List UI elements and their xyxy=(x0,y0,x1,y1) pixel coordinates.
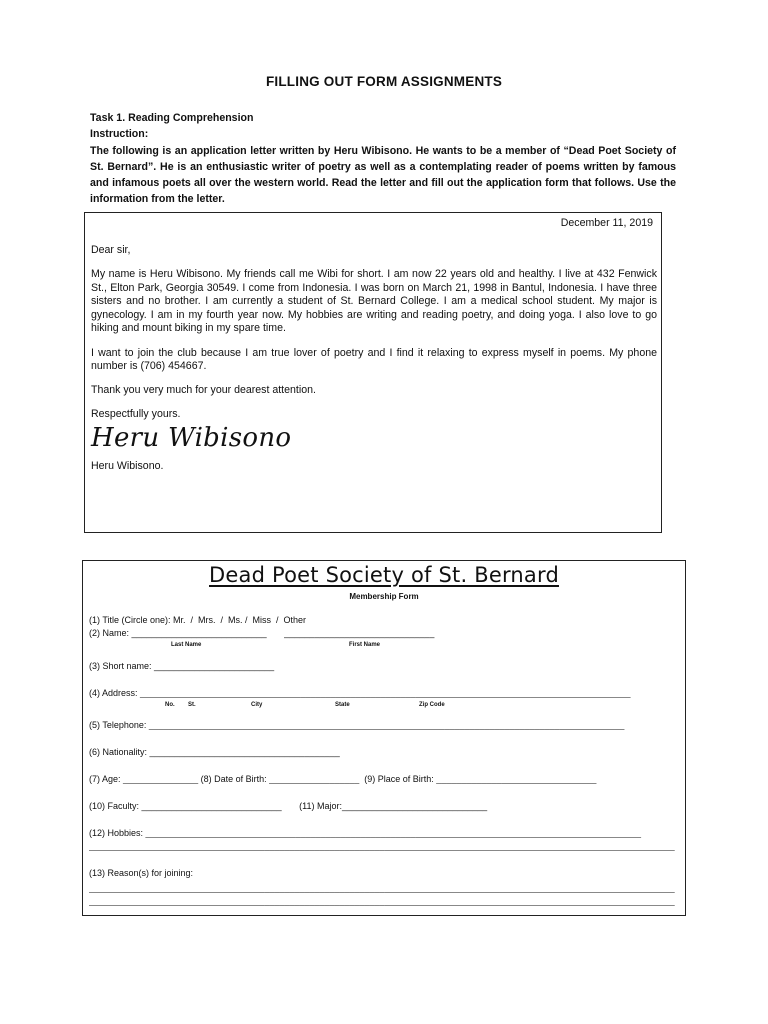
reason-field-line2[interactable]: _____________________________________________________________________________________________________________________ xyxy=(89,896,675,906)
letter-paragraph: Thank you very much for your dearest attention. xyxy=(91,384,316,397)
instruction-text: The following is an application letter written by Heru Wibisono. He wants to be a member of “Dead Poet Society of St. Bernard”. He is an enthusiastic writer of poetry as well as a contemplating reader of poems written by famous and infamous poets all over the western world. Read the letter and fill out the application form that follows. Use the information from the letter. xyxy=(90,144,676,206)
last-name-label: Last Name xyxy=(171,642,202,648)
handwritten-signature: Heru Wibisono xyxy=(91,423,292,454)
short-name-field[interactable]: (3) Short name: ________________________ xyxy=(89,661,275,671)
letter-closing: Respectfully yours. xyxy=(91,408,181,421)
page-title: FILLING OUT FORM ASSIGNMENTS xyxy=(265,74,503,89)
form-title: Dead Poet Society of St. Bernard xyxy=(209,563,559,587)
letter-printed-name: Heru Wibisono. xyxy=(91,460,164,473)
address-no-label: No. xyxy=(165,702,175,708)
telephone-field[interactable]: (5) Telephone: _______________________________________________________________________________________________ xyxy=(89,720,625,730)
letter-paragraph: My name is Heru Wibisono. My friends call me Wibi for short. I am now 22 years old and healthy. I live at 432 Fenwick St., Elton Park, Georgia 30549. I come from Indonesia. I was born on March 21, 1998 in Bantul, Indonesia. I have three sisters and no brother. I am currently a student of St. Bernard College. I am a medical school student. My major is gynecology. I am in my fourth year now. My hobbies are writing and reading poetry, and doing yoga. I also love to go hiking and mount biking in my spare time. xyxy=(91,268,657,335)
address-st-label: St. xyxy=(188,702,196,708)
letter-salutation: Dear sir, xyxy=(91,244,131,256)
first-name-label: First Name xyxy=(349,642,381,648)
letter-body xyxy=(91,244,657,484)
address-city-label: City xyxy=(251,702,263,708)
address-state-label: State xyxy=(335,702,350,708)
age-birth-fields[interactable]: (7) Age: _______________ (8) Date of Birth: __________________ (9) Place of Birth: ________________________________ xyxy=(89,774,597,784)
task-instructions xyxy=(90,110,676,208)
address-zip-label: Zip Code xyxy=(419,702,445,708)
reason-label: (13) Reason(s) for joining: xyxy=(89,868,194,878)
task-heading: Task 1. Reading Comprehension xyxy=(90,112,254,124)
instruction-label: Instruction: xyxy=(90,128,149,141)
faculty-major-fields[interactable]: (10) Faculty: ____________________________ (11) Major:_____________________________ xyxy=(89,801,488,811)
address-field[interactable]: (4) Address: __________________________________________________________________________________________________ xyxy=(89,688,631,698)
membership-form xyxy=(82,560,686,916)
letter-date: December 11, 2019 xyxy=(560,217,653,229)
nationality-field[interactable]: (6) Nationality: ______________________________________ xyxy=(89,747,340,757)
title-field[interactable]: (1) Title (Circle one): Mr. / Mrs. / Ms. / Miss / Other xyxy=(89,615,307,625)
hobbies-field-line2[interactable]: _____________________________________________________________________________________________________________________ xyxy=(89,841,675,851)
name-field[interactable]: (2) Name: ___________________________ ______________________________ xyxy=(89,628,435,638)
hobbies-field[interactable]: (12) Hobbies: ___________________________________________________________________________________________________ xyxy=(89,828,642,838)
form-subtitle: Membership Form xyxy=(349,592,419,601)
application-letter xyxy=(84,212,662,533)
letter-paragraph: I want to join the club because I am true lover of poetry and I find it relaxing to express myself in poems. My phone number is (706) 454667. xyxy=(91,346,657,373)
reason-field-line1[interactable]: _____________________________________________________________________________________________________________________ xyxy=(89,883,675,893)
